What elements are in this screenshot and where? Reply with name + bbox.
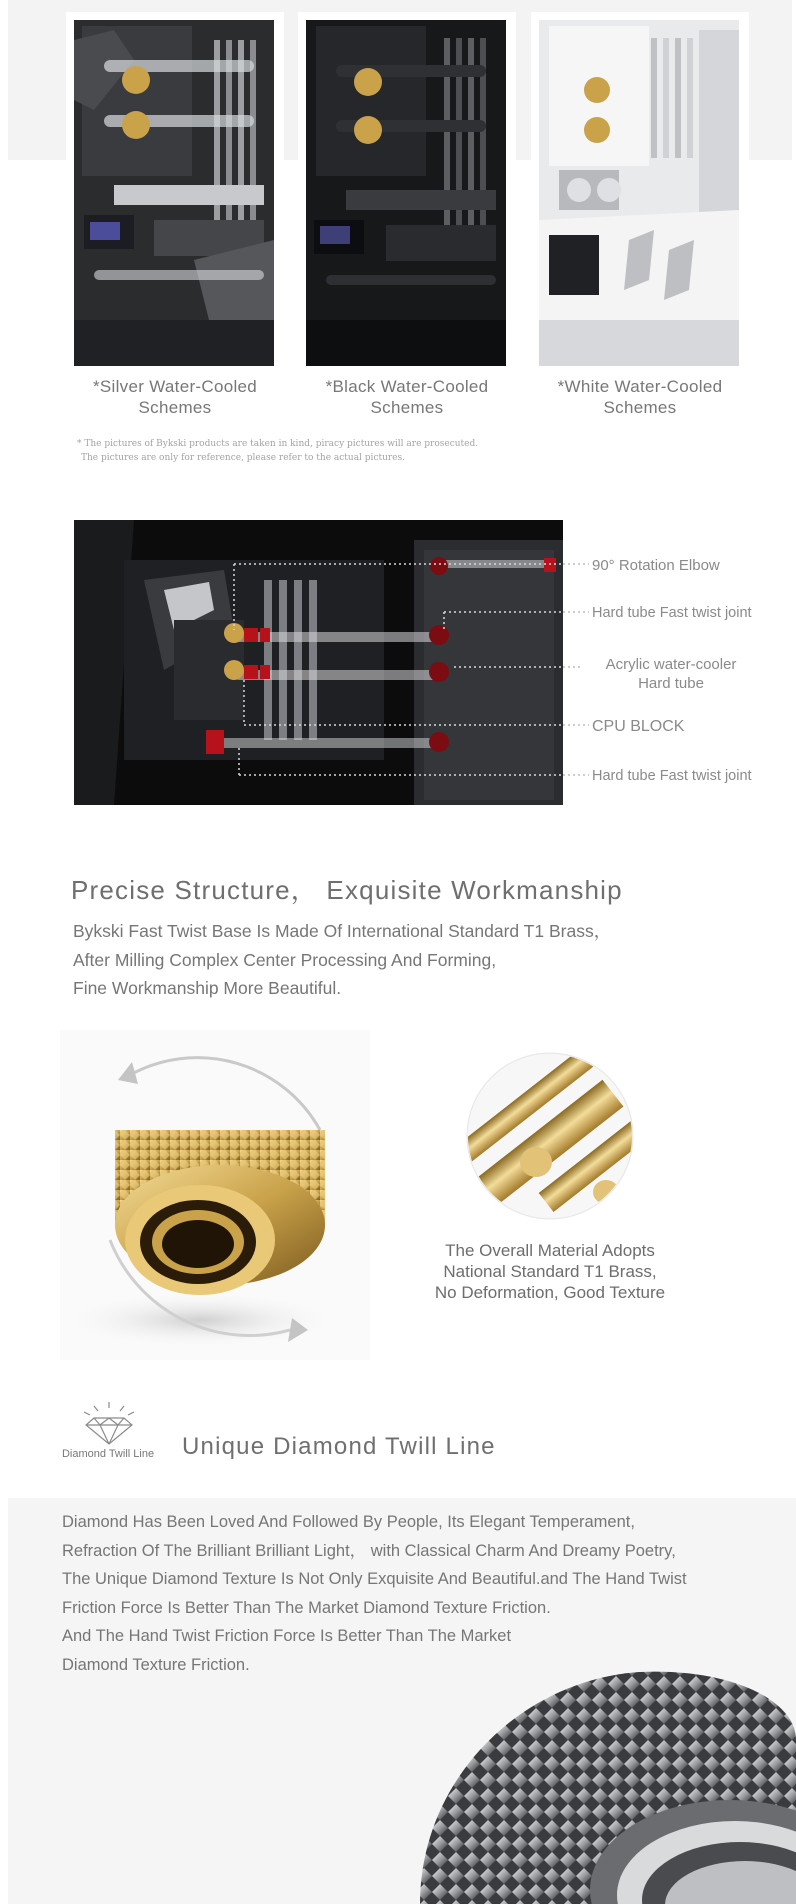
diamond-line-3: The Unique Diamond Texture Is Not Only Exquisite And Beautiful.and The Hand Twist: [62, 1570, 687, 1588]
material-line-1: The Overall Material Adopts: [445, 1241, 655, 1260]
diamond-line-4: Friction Force Is Better Than The Market Diamond Texture Friction.: [62, 1598, 551, 1617]
silver-scheme-photo: [74, 20, 274, 366]
structure-heading: Precise Structure， Exquisite Workmanship: [71, 875, 623, 905]
diamond-line-6: Diamond Texture Friction.: [62, 1655, 250, 1674]
disclaimer-line2: The pictures are only for reference, please refer to the actual pictures.: [81, 453, 405, 463]
callout-acrylic-line1: Acrylic water-cooler: [605, 656, 737, 673]
white-scheme-caption-line1: *White Water-Cooled: [557, 377, 723, 396]
silver-knurled-fitting-image: [400, 1660, 796, 1904]
black-scheme-photo: [306, 20, 506, 366]
brass-fitting-image: [30, 1020, 400, 1365]
black-scheme-caption: [298, 376, 516, 418]
disclaimer-note: [77, 437, 478, 465]
structure-description: [73, 917, 611, 1003]
callout-rotation-elbow: 90° Rotation Elbow: [592, 557, 720, 574]
structure-line-3: Fine Workmanship More Beautiful.: [73, 978, 342, 998]
black-scheme-caption-line1: *Black Water-Cooled: [325, 377, 489, 396]
black-scheme-caption-line2: Schemes: [370, 398, 444, 417]
component-diagram-photo: [74, 520, 563, 805]
disclaimer-line1: * The pictures of Bykski products are taken in kind, piracy pictures will are prosecuted.: [77, 439, 479, 449]
diamond-line-2: Refraction Of The Brilliant Brilliant Light， with Classical Charm And Dreamy Poetry,: [62, 1541, 676, 1560]
white-scheme-caption: [531, 376, 749, 418]
structure-line-2: After Milling Complex Center Processing And Forming,: [73, 949, 497, 970]
callout-twist-joint-top: Hard tube Fast twist joint: [592, 605, 752, 621]
silver-scheme-caption-line2: Schemes: [138, 398, 212, 417]
diamond-description: [62, 1508, 687, 1679]
material-line-2: National Standard T1 Brass,: [443, 1262, 657, 1281]
diamond-line-5: And The Hand Twist Friction Force Is Better Than The Market: [62, 1627, 512, 1645]
callout-twist-joint-bottom: Hard tube Fast twist joint: [592, 768, 752, 784]
diamond-line-1: Diamond Has Been Loved And Followed By People, Its Elegant Temperament,: [62, 1513, 635, 1531]
callout-acrylic-hard-tube: [586, 655, 756, 693]
silver-scheme-caption: [66, 376, 284, 418]
callout-cpu-block: CPU BLOCK: [592, 718, 685, 735]
diamond-icon: [80, 1400, 138, 1446]
material-description: [410, 1240, 690, 1303]
silver-scheme-caption-line1: *Silver Water-Cooled: [92, 377, 258, 396]
diamond-heading: Unique Diamond Twill Line: [182, 1433, 496, 1460]
brass-rods-image: [466, 1052, 634, 1220]
material-line-3: No Deformation, Good Texture: [434, 1283, 666, 1302]
white-scheme-photo: [539, 20, 739, 366]
white-scheme-caption-line2: Schemes: [603, 398, 677, 417]
callout-acrylic-line2: Hard tube: [638, 675, 704, 692]
structure-line-1: Bykski Fast Twist Base Is Made Of International Standard T1 Brass，: [73, 921, 612, 941]
diamond-logo-label: Diamond Twill Line: [61, 1448, 155, 1460]
